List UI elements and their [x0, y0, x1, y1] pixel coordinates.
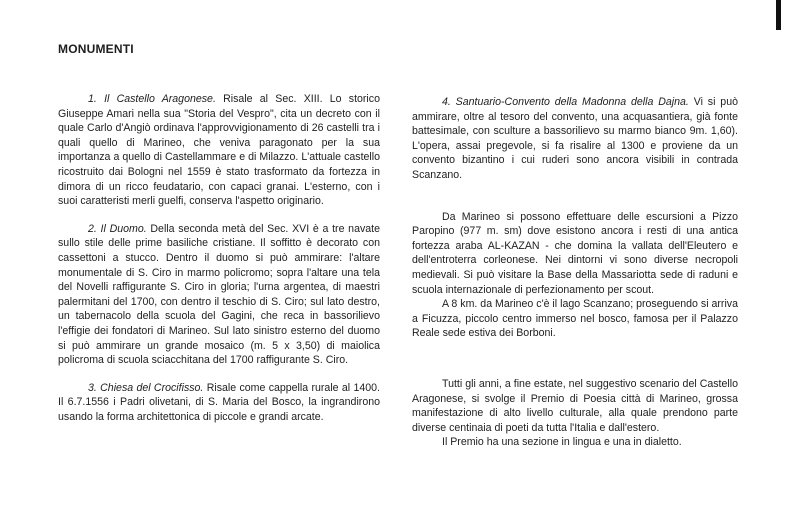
paragraph-santuario [412, 95, 738, 183]
paragraph-premio-sezioni: Il Premio ha una sezione in lingua e una in dialetto. [442, 436, 682, 449]
paragraph-escursioni: Da Marineo si possono effettuare delle escursioni a Pizzo Paropino (977 m. sm) dove esistono ancora i resti di una antica fortezza araba AL-KAZAN - che domina la vallata dell'Eleutero e dell'entroterra corleonese. Nei dintorni vi sono diverse necropoli medievali. Si può visitare la Base della Massariotta sede di raduni e scuola internazionale di perfezionamento per scout. [412, 210, 738, 296]
paragraph-crocifisso-title: 3. Chiesa del Crocifisso. [88, 381, 204, 394]
paragraph-castello-text: Risale al Sec. XIII. Lo storico Giuseppe Amari nella sua "Storia del Vespro", cita un decreto con il quale Carlo d'Angiò ordinava l'approvvigionamento di 26 castelli tra i quali quello di Marineo, che veniva paragonato per la sua importanza a quello di Castellammare e di Milazzo. L'attuale castello ricostruito dai Bologni nel 1559 è stato trasformato da fortezza in dimora di un ricco feudatario, con capaci granai. L'esterno, con i suoi caratteristi merli guelfi, conserva l'aspetto originario. [58, 93, 380, 208]
paragraph-crocifisso-text: Risale come cappella rurale al 1400. Il 6.7.1556 i Padri olivetani, di S. Maria del Bosco, la ingrandirono usando la forma architettonica di piccole e grandi arcate. [58, 381, 380, 423]
paragraph-santuario-title: 4. Santuario-Convento della Madonna della Dajna. [442, 96, 689, 108]
paragraph-crocifisso [58, 381, 380, 425]
paragraph-castello-title: 1. Il Castello Aragonese. [88, 93, 216, 105]
paragraph-castello [58, 92, 380, 209]
paragraph-duomo-title: 2. Il Duomo. [88, 222, 147, 235]
page-heading: MONUMENTI [58, 42, 134, 56]
paragraph-santuario-text: Vi si può ammirare, oltre al tesoro del convento, una acquasantiera, già fonte battesimale, con sculture a bassorilievo su marmo bianco 9m. 1,60). L'opera, assai pregevole, si fa risalire al 1300 e proviene da un convento bizantino i cui ruderi sono ancora visibili in contrada Scanzano. [412, 96, 738, 181]
right-column [412, 95, 738, 450]
paragraph-lago-scanzano: A 8 km. da Marineo c'è il lago Scanzano; proseguendo si arriva a Ficuzza, piccolo centro immerso nel bosco, famosa per il Palazzo Reale sede estiva dei Borboni. [412, 298, 738, 340]
left-column [58, 92, 380, 424]
page-edge-mark [776, 0, 781, 30]
paragraph-duomo-text: Della seconda metà del Sec. XVI è a tre navate sullo stile delle prime basiliche cristiane. Il soffitto è decorato con cassettoni a stucco. Dentro il duomo si può ammirare: l'altare monumentale di S. Ciro in marmo policromo; sopra l'altare una tela del Novelli raffigurante S. Ciro in gloria; l'urna argentea, di maestri palermitani del 1700, con dentro il teschio di S. Ciro; sul lato destro, un tabernacolo della scuola del Gagini, che reca in bassorilievo l'effigie dei fondatori di Marineo. Sul lato sinistro esterno del duomo si può ammirare un grande mosaico (m. 5 x 3,50) di maiolica policroma di scuola sciacchitana del 1700 raffigurante S. Ciro. [58, 222, 380, 367]
paragraph-premio-poesia: Tutti gli anni, a fine estate, nel suggestivo scenario del Castello Aragonese, si svolge il Premio di Poesia città di Marineo, grossa manifestazione di alto livello culturale, alla quale prendono parte diverse centinaia di poeti da tutta l'Italia e dall'estero. [412, 377, 738, 434]
paragraph-duomo [58, 222, 380, 368]
